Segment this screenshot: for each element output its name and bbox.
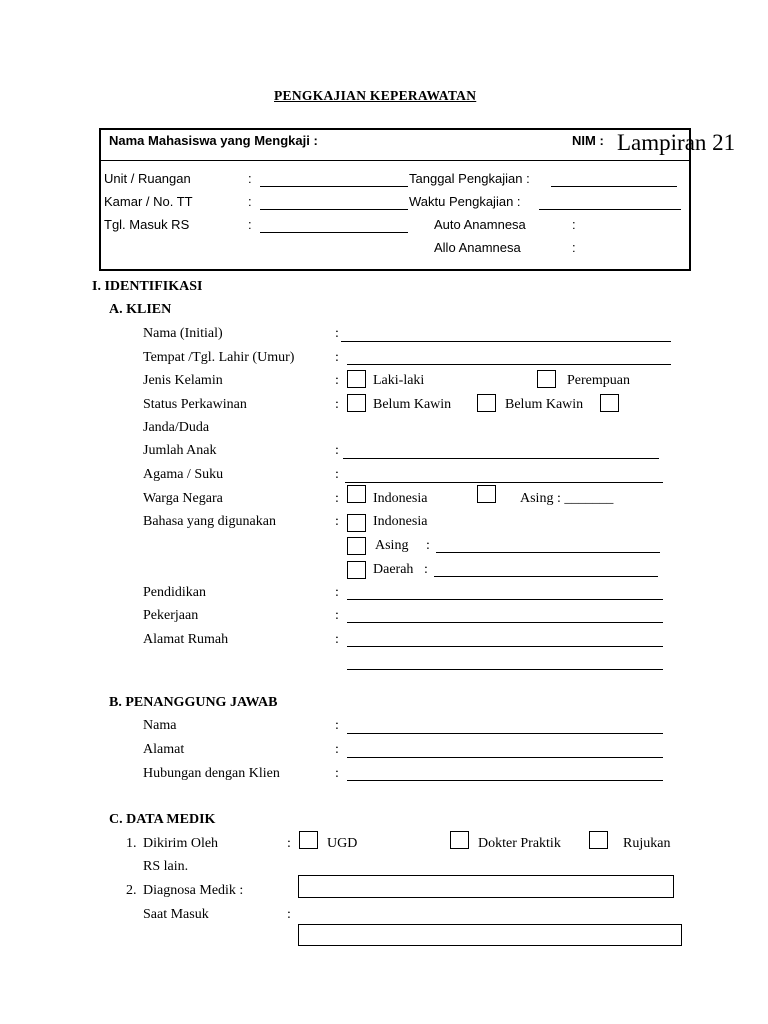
field-label-nama: Nama (Initial)	[143, 326, 223, 341]
field-label-jumlah: Jumlah Anak	[143, 443, 217, 458]
checkbox-asing[interactable]	[477, 485, 496, 503]
field-label-saat-masuk: Saat Masuk	[143, 907, 209, 922]
section-penanggung-jawab: B. PENANGGUNG JAWAB	[109, 695, 278, 710]
option-indonesia: Indonesia	[373, 491, 428, 506]
field-label-jenis: Jenis Kelamin	[143, 373, 223, 388]
tanggal-field[interactable]	[551, 186, 677, 187]
diagnosa-field[interactable]	[298, 875, 674, 898]
section-identifikasi: I. IDENTIFIKASI	[92, 279, 203, 294]
option-laki: Laki-laki	[373, 373, 425, 388]
agama-field[interactable]	[345, 482, 663, 483]
colon: :	[335, 350, 339, 365]
item-number-2: 2.	[126, 883, 137, 898]
checkbox-janda-duda[interactable]	[600, 394, 619, 412]
colon: :	[335, 742, 339, 757]
option-perempuan: Perempuan	[567, 373, 630, 388]
colon: :	[572, 240, 576, 255]
option-ugd: UGD	[327, 836, 358, 851]
field-label-tempat: Tempat /Tgl. Lahir (Umur)	[143, 350, 295, 365]
option-dokter-praktik: Dokter Praktik	[478, 836, 561, 851]
nim-label: NIM :	[572, 133, 604, 148]
checkbox-indonesia[interactable]	[347, 485, 366, 503]
checkbox-bahasa-daerah[interactable]	[347, 561, 366, 579]
colon: :	[335, 467, 339, 482]
option-belum-kawin-2: Belum Kawin	[505, 397, 584, 412]
unit-label: Unit / Ruangan	[104, 171, 191, 186]
checkbox-bahasa-asing[interactable]	[347, 537, 366, 555]
field-label-pj-alamat: Alamat	[143, 742, 185, 757]
checkbox-belum-kawin-1[interactable]	[347, 394, 366, 412]
waktu-field[interactable]	[539, 209, 681, 210]
colon: :	[424, 562, 428, 577]
option-janda-duda: Janda/Duda	[143, 420, 210, 435]
room-field[interactable]	[260, 209, 408, 210]
option-belum-kawin-1: Belum Kawin	[373, 397, 452, 412]
saat-masuk-field[interactable]	[298, 924, 682, 946]
student-name-label: Nama Mahasiswa yang Mengkaji :	[109, 133, 318, 148]
pekerjaan-field[interactable]	[347, 622, 663, 623]
option-rujukan: Rujukan	[623, 836, 671, 851]
colon: :	[335, 766, 339, 781]
pendidikan-field[interactable]	[347, 599, 663, 600]
field-label-agama: Agama / Suku	[143, 467, 224, 482]
checkbox-rujukan[interactable]	[589, 831, 608, 849]
tempat-field[interactable]	[347, 364, 671, 365]
field-label-warga: Warga Negara	[143, 491, 223, 506]
colon: :	[335, 491, 339, 506]
colon: :	[335, 608, 339, 623]
admit-label: Tgl. Masuk RS	[104, 217, 190, 232]
pj-hubungan-field[interactable]	[347, 780, 663, 781]
waktu-label: Waktu Pengkajian :	[409, 194, 521, 209]
auto-anamnesa-label: Auto Anamnesa	[434, 217, 526, 232]
field-label-pekerjaan: Pekerjaan	[143, 608, 199, 623]
colon: :	[248, 194, 252, 209]
colon: :	[248, 171, 252, 186]
form-title: PENGKAJIAN KEPERAWATAN	[274, 88, 477, 103]
option-asing: Asing : _______	[520, 491, 614, 506]
option-bahasa-asing: Asing	[375, 538, 409, 553]
colon: :	[335, 718, 339, 733]
bahasa-asing-field[interactable]	[436, 552, 660, 553]
checkbox-bahasa-indonesia[interactable]	[347, 514, 366, 532]
checkbox-laki[interactable]	[347, 370, 366, 388]
item-number-1: 1.	[126, 836, 137, 851]
colon: :	[335, 514, 339, 529]
option-bahasa-indonesia: Indonesia	[373, 514, 428, 529]
colon: :	[335, 585, 339, 600]
field-label-bahasa: Bahasa yang digunakan	[143, 514, 276, 529]
colon: :	[335, 326, 339, 341]
field-label-pj-hubungan: Hubungan dengan Klien	[143, 766, 280, 781]
pj-nama-field[interactable]	[347, 733, 663, 734]
alamat-field-2[interactable]	[347, 669, 663, 670]
alamat-field-1[interactable]	[347, 646, 663, 647]
section-data-medik: C. DATA MEDIK	[109, 812, 216, 827]
pj-alamat-field[interactable]	[347, 757, 663, 758]
jumlah-field[interactable]	[343, 458, 659, 459]
colon: :	[287, 907, 291, 922]
nama-field[interactable]	[341, 341, 671, 342]
field-label-diagnosa: Diagnosa Medik :	[143, 883, 244, 898]
colon: :	[335, 443, 339, 458]
tanggal-label: Tanggal Pengkajian :	[409, 171, 530, 186]
colon: :	[572, 217, 576, 232]
room-label: Kamar / No. TT	[104, 194, 193, 209]
colon: :	[335, 373, 339, 388]
checkbox-perempuan[interactable]	[537, 370, 556, 388]
section-klien: A. KLIEN	[109, 302, 172, 317]
colon: :	[426, 538, 430, 553]
checkbox-ugd[interactable]	[299, 831, 318, 849]
header-divider	[101, 160, 689, 161]
bahasa-daerah-field[interactable]	[434, 576, 658, 577]
checkbox-dokter-praktik[interactable]	[450, 831, 469, 849]
colon: :	[335, 397, 339, 412]
field-label-status: Status Perkawinan	[143, 397, 247, 412]
field-label-alamat: Alamat Rumah	[143, 632, 229, 647]
field-label-dikirim: Dikirim Oleh	[143, 836, 219, 851]
allo-anamnesa-label: Allo Anamnesa	[434, 240, 521, 255]
colon: :	[248, 217, 252, 232]
field-label-pj-nama: Nama	[143, 718, 177, 733]
option-bahasa-daerah: Daerah	[373, 562, 414, 577]
field-label-pendidikan: Pendidikan	[143, 585, 206, 600]
option-rs-lain: RS lain.	[143, 859, 189, 874]
lampiran-label: Lampiran 21	[617, 130, 736, 155]
checkbox-belum-kawin-2[interactable]	[477, 394, 496, 412]
colon: :	[335, 632, 339, 647]
admit-field[interactable]	[260, 232, 408, 233]
unit-field[interactable]	[260, 186, 408, 187]
colon: :	[287, 836, 291, 851]
